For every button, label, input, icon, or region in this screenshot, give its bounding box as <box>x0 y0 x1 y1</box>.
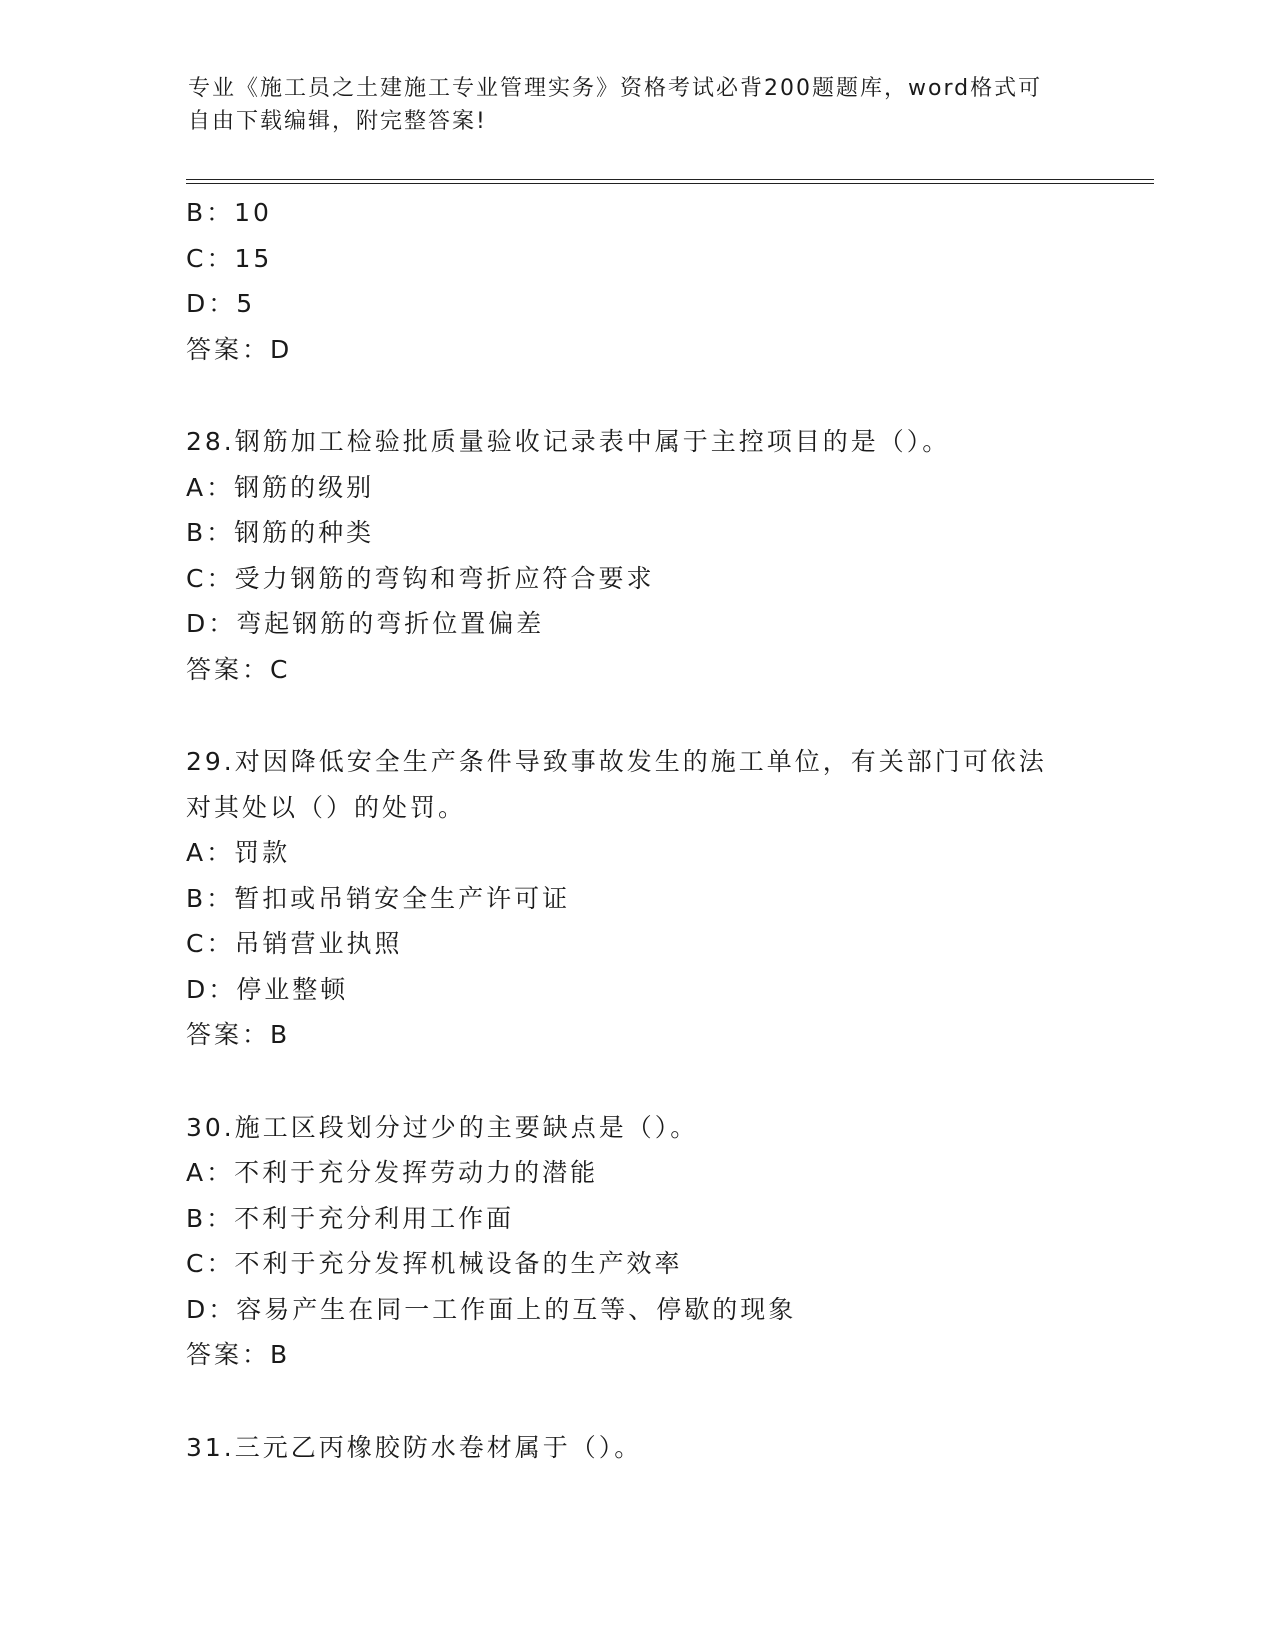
option-c: C：受力钢筋的弯钩和弯折应符合要求 <box>186 563 655 593</box>
option-d: D：停业整顿 <box>186 974 349 1004</box>
question-text: 30.施工区段划分过少的主要缺点是（）。 <box>186 1112 699 1142</box>
option-d: D：容易产生在同一工作面上的互等、停歇的现象 <box>186 1294 797 1324</box>
question-list <box>186 190 1146 1470</box>
question-text: 29.对因降低安全生产条件导致事故发生的施工单位，有关部门可依法 <box>186 747 1047 776</box>
option-d: D：5 <box>186 289 256 318</box>
question-text-continued: 对其处以（）的处罚。 <box>186 792 467 822</box>
question-gap <box>186 692 1146 739</box>
option-a: A：不利于充分发挥劳动力的潜能 <box>186 1158 599 1187</box>
carryover-question <box>186 190 1146 372</box>
question-text: 31.三元乙丙橡胶防水卷材属于（）。 <box>186 1432 643 1462</box>
header-title-line-2: 自由下载编辑，附完整答案! <box>188 109 487 134</box>
option-a: A：钢筋的级别 <box>186 472 375 502</box>
answer: 答案：C <box>186 654 291 684</box>
header-title-line-1: 专业《施工员之土建施工专业管理实务》资格考试必背200题题库，word格式可 <box>188 76 1043 101</box>
option-a: A：罚款 <box>186 838 291 867</box>
option-b: B：暂扣或吊销安全生产许可证 <box>186 883 571 913</box>
question-28 <box>186 419 1146 692</box>
option-c: C：15 <box>186 243 273 273</box>
option-b: B：钢筋的种类 <box>186 518 375 547</box>
option-d: D：弯起钢筋的弯折位置偏差 <box>186 609 545 638</box>
answer: 答案：D <box>186 334 293 364</box>
question-29 <box>186 739 1146 1058</box>
question-30 <box>186 1105 1146 1378</box>
header-divider-top <box>186 179 1154 180</box>
answer: 答案：B <box>186 1020 291 1049</box>
question-text: 28.钢筋加工检验批质量验收记录表中属于主控项目的是（）。 <box>186 427 951 456</box>
document-header <box>188 72 1068 138</box>
option-b: B：不利于充分利用工作面 <box>186 1203 515 1233</box>
option-c: C：吊销营业执照 <box>186 929 403 958</box>
question-gap <box>186 1058 1146 1105</box>
question-gap <box>186 1378 1146 1425</box>
question-gap <box>186 372 1146 419</box>
option-b: B：10 <box>186 198 272 227</box>
answer: 答案：B <box>186 1340 291 1369</box>
question-31 <box>186 1425 1146 1471</box>
header-divider-bottom <box>186 183 1154 184</box>
option-c: C：不利于充分发挥机械设备的生产效率 <box>186 1249 683 1278</box>
